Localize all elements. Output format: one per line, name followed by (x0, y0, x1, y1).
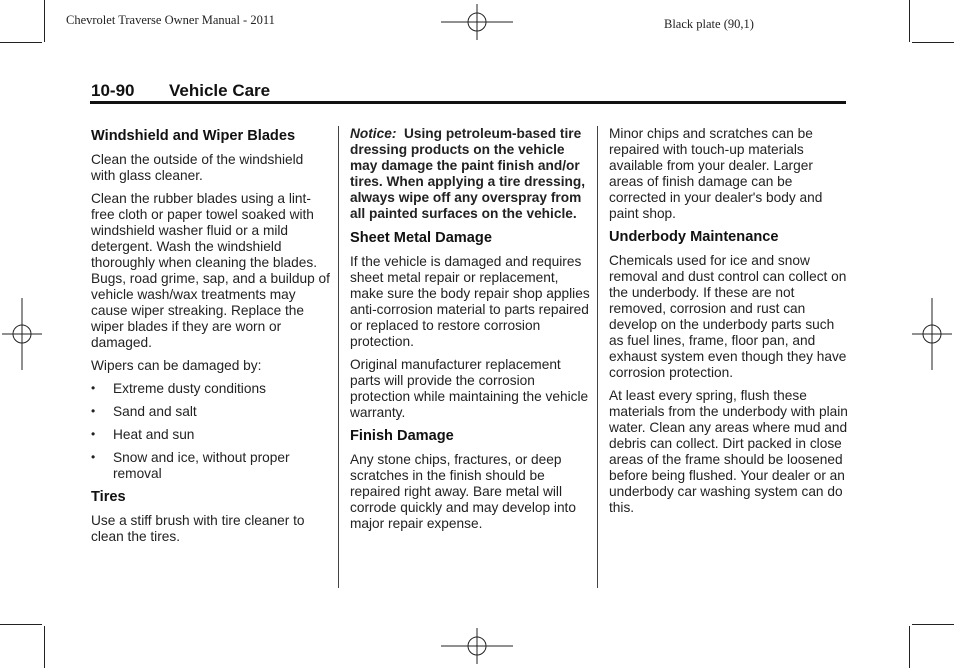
crop-mark-bottom-left-v (44, 626, 45, 668)
bullet-item (91, 450, 331, 482)
paragraph: Minor chips and scratches can be repaired with touch-up materials available from your dealer. Larger areas of finish damage can be corrected in your dealer's body and paint shop. (609, 126, 823, 221)
section-title: Vehicle Care (169, 81, 271, 100)
crop-mark-top-right-h (912, 42, 954, 43)
bullet-text: Sand and salt (113, 404, 197, 419)
heading-finish-damage: Finish Damage (350, 428, 454, 444)
bullet-icon: • (91, 450, 96, 464)
manual-title-header: Chevrolet Traverse Owner Manual - 2011 (66, 13, 275, 27)
section-heading (91, 81, 270, 101)
heading-rule (90, 101, 846, 104)
notice-label: Notice: (350, 126, 397, 141)
page-number: 10-90 (91, 81, 135, 100)
paragraph: Original manufacturer replacement parts will provide the corrosion protection while maintaining the vehicle warranty. (350, 357, 589, 420)
column-divider-1 (338, 126, 339, 588)
column-2 (350, 126, 590, 539)
plate-label: Black plate (90,1) (664, 17, 754, 31)
crop-mark-bottom-right-h (912, 624, 954, 625)
crop-mark-bottom-right-v (909, 626, 910, 668)
registration-mark-top-icon (441, 2, 513, 42)
registration-mark-right-icon (910, 298, 954, 370)
column-1 (91, 126, 331, 552)
bullet-text: Snow and ice, without proper removal (113, 450, 290, 481)
bullet-icon: • (91, 381, 96, 395)
paragraph: Clean the outside of the windshield with glass cleaner. (91, 152, 304, 183)
crop-mark-bottom-left-h (0, 624, 42, 625)
paragraph: Clean the rubber blades using a lint-free cloth or paper towel soaked with windshield washer fluid or a mild detergent. Wash the windshield thoroughly when cleaning the blades. Bugs, road grime, sap, and a buildup of vehicle wash/wax treatments may cause wiper streaking. Replace the wiper blades if they are worn or damaged. (91, 191, 330, 350)
bullet-text: Extreme dusty conditions (113, 381, 266, 396)
bullet-item (91, 404, 331, 420)
paragraph: If the vehicle is damaged and requires sheet metal repair or replacement, make sure the body repair shop applies anti-corrosion material to parts repaired or replaced to restore corrosion protection. (350, 254, 590, 349)
paragraph: Chemicals used for ice and snow removal and dust control can collect on the underbody. If these are not removed, corrosion and rust can develop on the underbody parts such as fuel lines, frame, floor pan, and exhaust system even though they have corrosion protection. (609, 253, 847, 380)
bullet-text: Heat and sun (113, 427, 195, 442)
column-divider-2 (597, 126, 598, 588)
paragraph: Use a stiff brush with tire cleaner to clean the tires. (91, 513, 305, 544)
heading-tires: Tires (91, 489, 126, 505)
bullet-item (91, 381, 331, 397)
registration-mark-bottom-icon (441, 626, 513, 666)
heading-sheet-metal-damage: Sheet Metal Damage (350, 230, 492, 246)
bullet-icon: • (91, 404, 96, 418)
crop-mark-top-left-v (44, 0, 45, 42)
crop-mark-top-left-h (0, 42, 42, 43)
heading-windshield-wiper: Windshield and Wiper Blades (91, 128, 296, 144)
column-3 (609, 126, 849, 523)
paragraph: Any stone chips, fractures, or deep scratches in the finish should be repaired right away. Bare metal will corrode quickly and may develop into major repair expense. (350, 452, 576, 531)
bullet-item (91, 427, 331, 443)
notice-text: Using petroleum-based tire dressing products on the vehicle may damage the paint finish and/or tires. When applying a tire dressing, always wipe off any overspray from all painted surfaces on the vehicle. (350, 126, 586, 221)
registration-mark-left-icon (0, 298, 44, 370)
paragraph: Wipers can be damaged by: (91, 358, 262, 373)
bullet-icon: • (91, 427, 96, 441)
notice-block (350, 126, 590, 222)
crop-mark-top-right-v (909, 0, 910, 42)
heading-underbody-maintenance: Underbody Maintenance (609, 229, 779, 245)
paragraph: At least every spring, flush these materials from the underbody with plain water. Clean any areas where mud and debris can collect. Dirt packed in close areas of the frame should be loosened before being flushed. Your dealer or an underbody car washing system can do this. (609, 388, 848, 515)
